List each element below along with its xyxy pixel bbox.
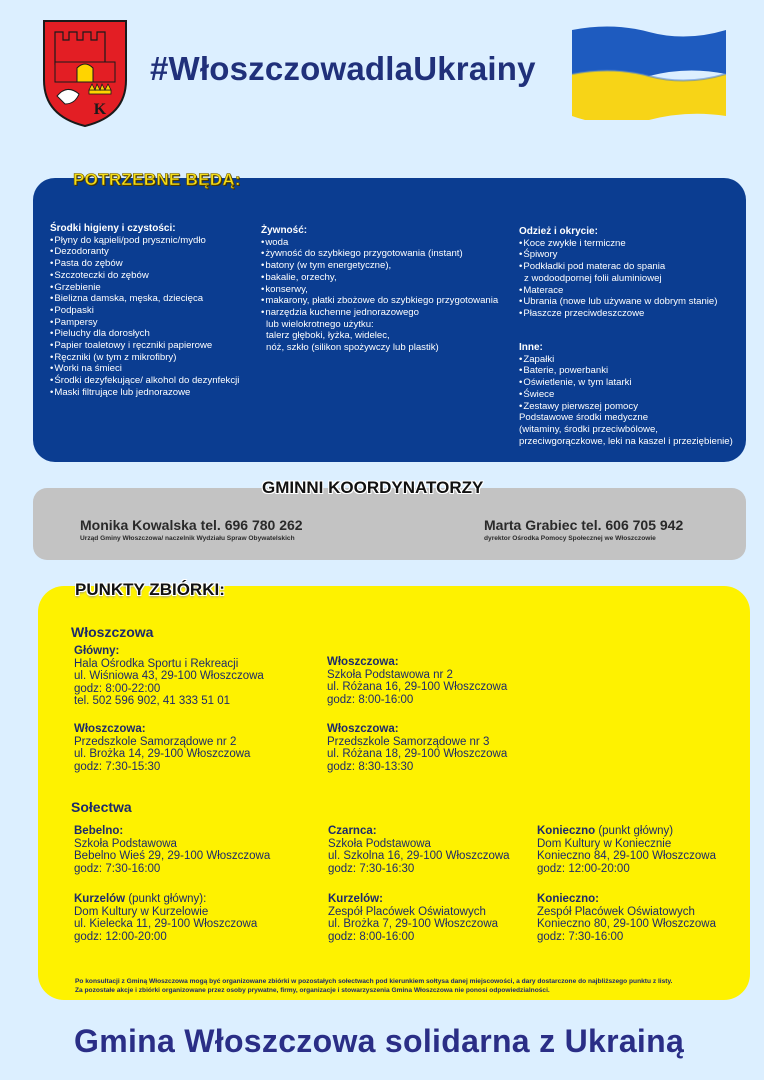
point-label-extra: (punkt główny) (595, 825, 674, 837)
point-label: Włoszczowa: (74, 723, 146, 735)
list-item: • Zapałki (519, 354, 733, 366)
list-item: • narzędzia kuchenne jednorazowego (261, 307, 498, 319)
hashtag-title: #WłoszczowadlaUkrainy (150, 50, 536, 87)
point-label-extra: (punkt główny): (125, 893, 207, 905)
list-item: • Worki na śmieci (50, 363, 239, 375)
list-item: • Koce zwykłe i termiczne (519, 238, 717, 250)
villages-heading: Sołectwa (71, 799, 132, 815)
point-line: ul. Różana 18, 29-100 Włoszczowa (327, 748, 508, 761)
list-item: • Materace (519, 285, 717, 297)
point-line: tel. 502 596 902, 41 333 51 01 (74, 695, 231, 708)
list-continuation: (witaminy, środki przeciwbólowe, (519, 423, 658, 435)
collection-point (74, 825, 270, 875)
collection-point (537, 825, 716, 875)
clothing-heading: Odzież i okrycie: (519, 226, 598, 237)
point-line: godz: 8:00-22:00 (74, 682, 161, 695)
needs-title: POTRZEBNE BĘDĄ: (73, 170, 241, 189)
other-heading: Inne: (519, 342, 543, 353)
note-line: Za pozostałe akcje i zbiórki organizowane przez osoby prywatne, firmy, organizacje i stowarzyszenia Gmina Włoszczowa nie ponosi odpowiedzialności. (75, 987, 550, 994)
point-label: Czarnca: (328, 825, 377, 837)
list-item: • Podkładki pod materac do spania (519, 261, 717, 273)
coordinators-title: GMINNI KOORDYNATORZY (262, 478, 484, 497)
point-line: godz: 8:30-13:30 (327, 760, 414, 773)
town-heading: Włoszczowa (71, 624, 154, 640)
hygiene-column (50, 223, 239, 399)
food-column (261, 225, 498, 354)
list-item: • makarony, płatki zbożowe do szybkiego przygotowania (261, 295, 498, 307)
list-continuation: lub wielokrotnego użytku: (266, 318, 374, 330)
point-line: ul. Różana 16, 29-100 Włoszczowa (327, 681, 508, 694)
point-line: ul. Brożka 14, 29-100 Włoszczowa (74, 748, 251, 761)
point-label: Kurzelów: (328, 893, 383, 905)
list-item: • żywność do szybkiego przygotowania (instant) (261, 248, 498, 260)
collection-points-title: PUNKTY ZBIÓRKI: (75, 580, 225, 599)
coordinator-role: Urząd Gminy Włoszczowa/ naczelnik Wydziału Spraw Obywatelskich (80, 535, 295, 542)
collection-point (328, 825, 510, 875)
point-line: godz: 8:00-16:00 (328, 930, 415, 943)
list-continuation: nóż, szkło (silikon spożywczy lub plastik) (266, 342, 439, 354)
list-item: • Papier toaletowy i ręczniki papierowe (50, 340, 239, 352)
point-line: Szkoła Podstawowa nr 2 (327, 668, 453, 681)
point-label: Włoszczowa: (327, 656, 399, 668)
point-line: ul. Brożka 7, 29-100 Włoszczowa (328, 918, 499, 931)
list-item: • Grzebienie (50, 282, 239, 294)
point-line: godz: 7:30-16:00 (537, 930, 624, 943)
list-item: • bakalie, orzechy, (261, 272, 498, 284)
point-line: ul. Szkolna 16, 29-100 Włoszczowa (328, 850, 510, 863)
collection-point (74, 645, 264, 708)
list-item: • Pieluchy dla dorosłych (50, 328, 239, 340)
collection-point (537, 893, 716, 943)
food-heading: Żywność: (261, 225, 308, 236)
collection-point (327, 723, 507, 773)
coordinator-name: Marta Grabiec tel. 606 705 942 (484, 517, 684, 533)
hygiene-heading: Środki higieny i czystości: (50, 223, 176, 234)
list-item: • Oświetlenie, w tym latarki (519, 377, 733, 389)
list-item: • Śpiwory (519, 249, 717, 261)
list-continuation: przeciwgorączkowe, leki na kaszel i przeziębienie) (519, 435, 733, 447)
point-line: Bebelno Wieś 29, 29-100 Włoszczowa (74, 850, 271, 863)
point-label: Bebelno: (74, 825, 124, 837)
clothing-column (519, 226, 717, 320)
point-line: Dom Kultury w Koniecznie (537, 837, 672, 850)
list-item: • Bielizna damska, męska, dziecięca (50, 293, 239, 305)
point-line: Konieczno 80, 29-100 Włoszczowa (537, 918, 716, 931)
point-label: Kurzelów (74, 893, 126, 905)
point-label: Główny: (74, 645, 120, 657)
coordinator-role: dyrektor Ośrodka Pomocy Społecznej we Włoszczowie (484, 535, 656, 542)
list-continuation: talerz głęboki, łyżka, widelec, (266, 330, 390, 342)
list-item: • Pampersy (50, 317, 239, 329)
footer-slogan: Gmina Włoszczowa solidarna z Ukrainą (74, 1023, 685, 1059)
point-line: Zespół Placówek Oświatowych (328, 905, 486, 918)
list-item: • Szczoteczki do zębów (50, 270, 239, 282)
point-line: ul. Wiśniowa 43, 29-100 Włoszczowa (74, 670, 264, 683)
collection-point (328, 893, 498, 943)
list-item: • Zestawy pierwszej pomocy (519, 401, 733, 413)
point-line: godz: 12:00-20:00 (74, 930, 167, 943)
disclaimer-note (75, 977, 672, 995)
list-item: • Płaszcze przeciwdeszczowe (519, 308, 717, 320)
list-item: • Pasta do zębów (50, 258, 239, 270)
point-line: ul. Kielecka 11, 29-100 Włoszczowa (74, 918, 258, 931)
coordinator-name: Monika Kowalska tel. 696 780 262 (80, 517, 303, 533)
point-line: Dom Kultury w Kurzelowie (74, 905, 209, 918)
point-line: godz: 7:30-16:00 (74, 862, 161, 875)
list-item: • batony (w tym energetyczne), (261, 260, 498, 272)
ukraine-flag-image (572, 26, 726, 120)
list-continuation: z wodoodpornej folii aluminiowej (524, 272, 662, 284)
list-item: • Świece (519, 389, 733, 401)
point-line: Przedszkole Samorządowe nr 3 (327, 735, 490, 748)
point-label: Konieczno: (537, 893, 599, 905)
coat-of-arms-logo (41, 18, 129, 128)
crest-letter: K (93, 101, 107, 118)
point-line: Hala Ośrodka Sportu i Rekreacji (74, 657, 239, 670)
point-line: Szkoła Podstawowa (74, 837, 177, 850)
note-line: Po konsultacji z Gminą Włoszczowa mogą być organizowane zbiórki w pozostałych sołectwach pod kierunkiem sołtysa danej miejscowości, a dary dostarczone do najbliższego punktu z listy. (75, 978, 673, 985)
other-column (519, 342, 733, 447)
point-line: godz: 12:00-20:00 (537, 862, 630, 875)
point-line: Szkoła Podstawowa (328, 837, 431, 850)
list-item: • Płyny do kąpieli/pod prysznic/mydło (50, 235, 239, 247)
point-line: godz: 7:30-15:30 (74, 760, 161, 773)
collection-point (327, 656, 507, 706)
list-item: • Podpaski (50, 305, 239, 317)
list-item: • Ubrania (nowe lub używane w dobrym stanie) (519, 296, 717, 308)
point-line: Zespół Placówek Oświatowych (537, 905, 695, 918)
collection-point (74, 723, 250, 773)
list-item: • woda (261, 237, 498, 249)
point-line: Konieczno 84, 29-100 Włoszczowa (537, 850, 716, 863)
list-item: • Maski filtrujące lub jednorazowe (50, 387, 239, 399)
point-line: godz: 8:00-16:00 (327, 693, 414, 706)
list-continuation: Podstawowe środki medyczne (519, 412, 649, 424)
point-label: Włoszczowa: (327, 723, 399, 735)
point-line: Przedszkole Samorządowe nr 2 (74, 735, 237, 748)
list-item: • Baterie, powerbanki (519, 365, 733, 377)
list-item: • Środki dezyfekujące/ alkohol do dezynfekcji (50, 375, 239, 387)
point-label: Konieczno (537, 825, 596, 837)
list-item: • Ręczniki (w tym z mikrofibry) (50, 352, 239, 364)
point-line: godz: 7:30-16:30 (328, 862, 415, 875)
list-item: • Dezodoranty (50, 246, 239, 258)
collection-point (74, 893, 257, 943)
list-item: • konserwy, (261, 284, 498, 296)
